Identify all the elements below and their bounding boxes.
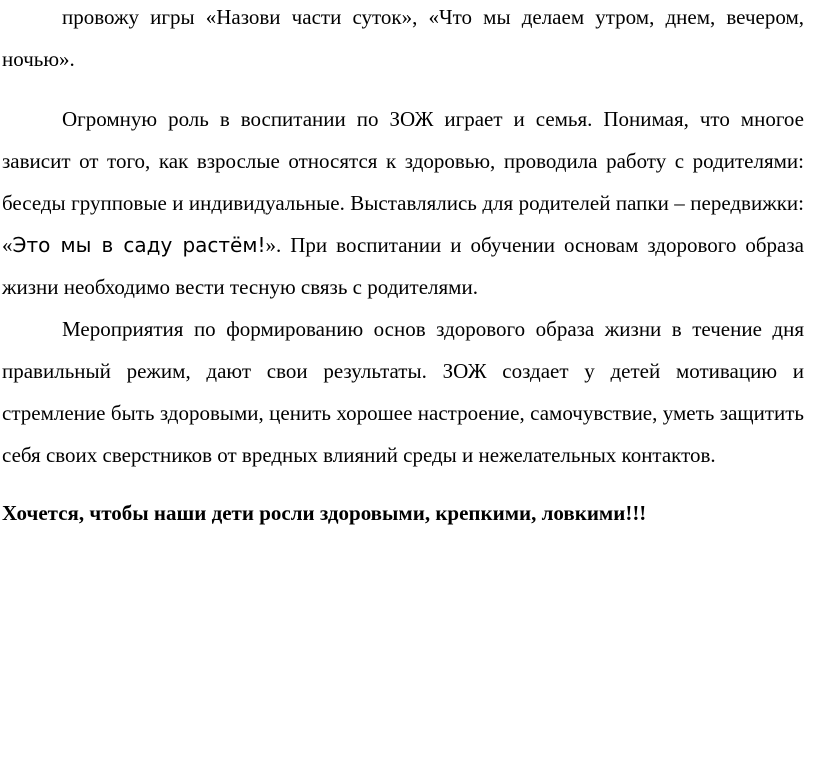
paragraph-activities: Мероприятия по формированию основ здорового образа жизни в течение дня правильный режим, дают свои результаты. ЗОЖ создает у детей мотивацию и стремление быть здоровыми, ценить хорошее настроение, самочувствие, уметь защитить себя своих сверстников от вредных влияний среды и нежелательных контактов. — [2, 317, 804, 467]
paragraph-family-role-text: Огромную роль в воспитании по ЗОЖ играет и семья. Понимая, что многое зависит от того, как взрослые относятся к здоровью, проводила работу с родителями: беседы групповые и индивидуальные. Выставлялись для родителей папки – передвижки: « — [2, 107, 804, 257]
paragraph-games: провожу игры «Назови части суток», «Что мы делаем утром, днем, вечером, ночью». — [2, 5, 804, 71]
closing-statement: Хочется, чтобы наши дети росли здоровыми, крепкими, ловкими!!! — [2, 501, 647, 525]
paragraph-family-role — [2, 98, 804, 308]
paragraph-family-role-text-end: ». При воспитании и обучении основам здорового образа жизни необходимо вести тесную связь с родителями. — [2, 233, 804, 299]
folder-title-highlight: Это мы в саду растём! — [12, 233, 266, 257]
